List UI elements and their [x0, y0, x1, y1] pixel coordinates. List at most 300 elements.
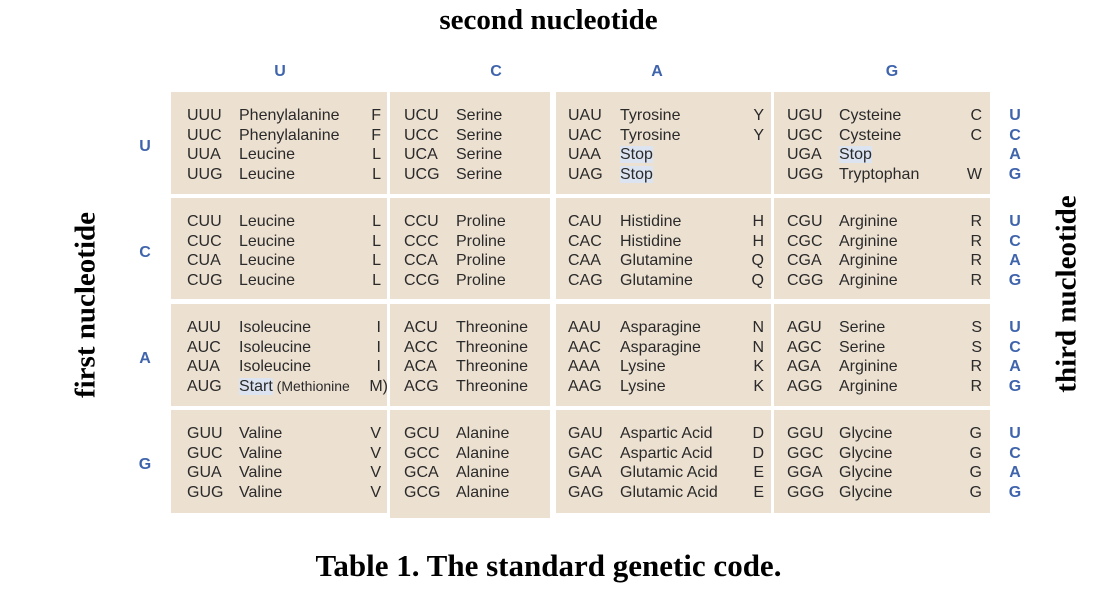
third-nucleotide-letter: A [1009, 464, 1021, 481]
amino-acid [620, 377, 666, 397]
codon: UGU [787, 107, 823, 124]
amino-acid-abbreviation: I [376, 319, 381, 336]
amino-acid-name: Glycine [839, 464, 893, 481]
amino-acid-name: Proline [456, 213, 506, 230]
amino-acid-name: Glutamic Acid [620, 483, 718, 501]
amino-acid-abbreviation: S [971, 319, 982, 336]
third-nucleotide-letter: G [1008, 377, 1022, 395]
codon: GGU [787, 425, 824, 442]
amino-acid-name: Stop [620, 146, 653, 163]
amino-acid [456, 106, 502, 126]
codon-row [404, 251, 544, 271]
amino-acid [839, 232, 898, 252]
codon: UCC [404, 126, 439, 144]
amino-acid-abbreviation: M) [369, 377, 388, 395]
amino-acid-name: Histidine [620, 213, 682, 230]
amino-acid-name: Leucine [239, 146, 296, 163]
amino-acid-abbreviation: D [752, 444, 764, 462]
codon: AAU [568, 319, 601, 336]
amino-acid [239, 483, 282, 503]
amino-acid-abbreviation: F [371, 126, 381, 144]
codon: AAA [568, 358, 601, 375]
amino-acid [839, 251, 898, 271]
amino-acid [620, 424, 712, 444]
third-nucleotide-letters [1006, 106, 1024, 184]
codon-row [187, 232, 381, 252]
codon-row [404, 165, 544, 185]
codon-row [787, 165, 982, 185]
amino-acid [239, 338, 311, 358]
amino-acid [839, 357, 898, 377]
codon: UGA [787, 146, 822, 163]
amino-acid [839, 106, 901, 126]
codon: ACG [404, 377, 439, 395]
amino-acid-name: Start [239, 377, 273, 395]
codon-row [568, 165, 766, 185]
amino-acid [456, 251, 506, 271]
third-nucleotide-letter: A [1009, 252, 1021, 269]
codon: AUG [187, 377, 222, 395]
codon-row [187, 318, 381, 338]
codon-row [187, 357, 381, 377]
amino-acid-name: Leucine [239, 213, 296, 230]
amino-acid-name: Cysteine [839, 126, 902, 144]
amino-acid-name: Alanine [456, 444, 510, 462]
amino-acid [839, 377, 898, 397]
amino-acid-abbreviation: V [370, 483, 381, 501]
amino-acid [239, 106, 340, 126]
amino-acid-name: Tyrosine [620, 107, 681, 124]
codon-row [404, 357, 544, 377]
codon: UAC [568, 126, 602, 144]
amino-acid-abbreviation: Y [753, 126, 764, 144]
codon-row [187, 106, 381, 126]
amino-acid-name: Asparagine [620, 338, 701, 356]
amino-acid [239, 212, 295, 232]
amino-acid-abbreviation: S [971, 338, 982, 356]
amino-acid [239, 251, 295, 271]
codon-row [568, 377, 764, 397]
amino-acid-name: Histidine [620, 232, 682, 250]
amino-acid-name: Alanine [456, 425, 510, 442]
codon: GGG [787, 483, 825, 501]
codon: GGA [787, 464, 823, 481]
third-nucleotide-letter: C [1009, 126, 1021, 144]
third-nucleotide-letters [1006, 212, 1024, 290]
row-header-a: A [139, 350, 151, 367]
codon-row [787, 251, 982, 271]
amino-acid-abbreviation: N [752, 319, 764, 336]
amino-acid [839, 424, 892, 444]
amino-acid-name: Tyrosine [620, 126, 681, 144]
amino-acid [620, 338, 701, 358]
amino-acid-name: Valine [239, 425, 283, 442]
codon-row [187, 463, 381, 483]
amino-acid-abbreviation: G [969, 444, 982, 462]
amino-acid-abbreviation: I [376, 338, 381, 356]
third-nucleotide-letter: C [1009, 338, 1021, 356]
row-header-c: C [139, 244, 151, 261]
amino-acid-name: Valine [239, 483, 283, 501]
amino-acid-abbreviation: K [753, 358, 764, 375]
amino-acid [839, 145, 872, 165]
amino-acid [239, 318, 311, 338]
amino-acid-name: Asparagine [620, 319, 701, 336]
third-nucleotide-letter: A [1009, 146, 1021, 163]
codon-row [787, 424, 982, 444]
amino-acid-name: Glutamine [620, 271, 693, 289]
codon-row [568, 232, 764, 252]
first-nucleotide-label: first nucleotide [69, 211, 102, 399]
codon: GAU [568, 425, 603, 442]
codon-row [187, 377, 388, 397]
amino-acid [620, 126, 680, 146]
third-nucleotide-letter: A [1009, 358, 1021, 375]
amino-acid-name: Stop [839, 146, 872, 163]
amino-acid [839, 212, 898, 232]
amino-acid-abbreviation: R [970, 377, 982, 395]
third-nucleotide-letter: C [1009, 232, 1021, 250]
amino-acid [456, 165, 502, 185]
amino-acid [620, 483, 718, 503]
codon-row [787, 106, 982, 126]
amino-acid [239, 271, 295, 291]
codon: GGC [787, 444, 824, 462]
codon-row [787, 318, 982, 338]
column-header-g: G [885, 63, 899, 80]
third-nucleotide-letter: C [1009, 444, 1021, 462]
amino-acid-name: Tryptophan [839, 165, 920, 183]
codon: UUG [187, 165, 223, 183]
amino-acid-name: Arginine [839, 377, 898, 395]
codon: AUA [187, 358, 220, 375]
amino-acid [239, 463, 282, 483]
codon: UUA [187, 146, 221, 163]
codon-row [787, 145, 984, 165]
amino-acid-abbreviation: F [371, 107, 381, 124]
amino-acid-name: Arginine [839, 232, 898, 250]
amino-acid-name: Lysine [620, 377, 666, 395]
third-nucleotide-letter: G [1008, 271, 1022, 289]
amino-acid [239, 145, 295, 165]
amino-acid-name: Leucine [239, 232, 296, 250]
codon: ACA [404, 358, 437, 375]
amino-acid [456, 232, 506, 252]
amino-acid-name: Glycine [839, 444, 893, 462]
codon: CAU [568, 213, 602, 230]
codon-row [787, 444, 982, 464]
amino-acid-name: Phenylalanine [239, 126, 340, 144]
amino-acid [839, 338, 885, 358]
amino-acid-name: Arginine [839, 252, 898, 269]
codon-row [187, 212, 381, 232]
third-nucleotide-label: third nucleotide [1050, 195, 1083, 393]
codon: CGG [787, 271, 824, 289]
amino-acid-abbreviation: G [969, 483, 982, 501]
amino-acid-name: Serine [839, 338, 886, 356]
amino-acid-name: Threonine [456, 319, 529, 336]
amino-acid [620, 444, 712, 464]
amino-acid [620, 145, 653, 165]
amino-acid-name: Proline [456, 232, 506, 250]
codon-row [404, 106, 544, 126]
amino-acid [620, 251, 693, 271]
codon: CGC [787, 232, 823, 250]
amino-acid [456, 271, 506, 291]
codon: CGA [787, 252, 822, 269]
codon-row [787, 377, 982, 397]
codon-row [404, 318, 544, 338]
amino-acid [239, 232, 295, 252]
amino-acid [839, 126, 901, 146]
codon: UCU [404, 107, 439, 124]
amino-acid-abbreviation: G [969, 464, 982, 481]
amino-acid [839, 444, 892, 464]
amino-acid [456, 444, 509, 464]
codon: CUC [187, 232, 222, 250]
amino-acid [456, 377, 528, 397]
codon-row [404, 338, 544, 358]
amino-acid [620, 212, 681, 232]
codon-row [568, 126, 764, 146]
amino-acid [839, 483, 892, 503]
codon: CGU [787, 213, 823, 230]
amino-acid [239, 377, 350, 397]
codon: CUG [187, 271, 223, 289]
amino-acid-abbreviation: R [970, 271, 982, 289]
amino-acid [620, 318, 701, 338]
codon-row [787, 357, 982, 377]
amino-acid-name: Phenylalanine [239, 107, 340, 124]
amino-acid-name: Threonine [456, 377, 529, 395]
codon: AAG [568, 377, 602, 395]
codon: GCC [404, 444, 440, 462]
codon-row [568, 271, 764, 291]
amino-acid-abbreviation: R [970, 358, 982, 375]
codon: GUC [187, 444, 223, 462]
codon-row [404, 126, 544, 146]
codon-row [404, 483, 544, 503]
amino-acid-name: Cysteine [839, 107, 902, 124]
codon-row [568, 212, 764, 232]
codon: UCG [404, 165, 440, 183]
amino-acid [620, 106, 680, 126]
amino-acid [456, 126, 502, 146]
codon-row [187, 165, 381, 185]
amino-acid-name: Lysine [620, 358, 666, 375]
codon: UUC [187, 126, 222, 144]
codon-row [187, 483, 381, 503]
codon: CCC [404, 232, 439, 250]
amino-acid [239, 444, 282, 464]
codon-row [568, 338, 764, 358]
amino-acid [456, 212, 506, 232]
third-nucleotide-letter: G [1008, 165, 1022, 183]
amino-acid-name: Isoleucine [239, 338, 312, 356]
codon: ACC [404, 338, 438, 356]
third-nucleotide-letter: U [1009, 319, 1021, 336]
amino-acid [239, 126, 340, 146]
amino-acid-abbreviation: L [372, 165, 381, 183]
amino-acid-name: Serine [456, 165, 503, 183]
amino-acid-name: Serine [456, 126, 503, 144]
codon-row [568, 106, 764, 126]
amino-acid-abbreviation: R [970, 252, 982, 269]
amino-acid-name: Glycine [839, 425, 893, 442]
codon-row [404, 444, 544, 464]
row-header-g: G [138, 456, 152, 473]
amino-acid-name: Aspartic Acid [620, 444, 713, 462]
amino-acid [620, 271, 693, 291]
codon-row [568, 463, 764, 483]
amino-acid-abbreviation: C [970, 126, 982, 144]
amino-acid [456, 318, 528, 338]
amino-acid-name: Leucine [239, 165, 296, 183]
codon: GCG [404, 483, 441, 501]
codon: GAA [568, 464, 602, 481]
amino-acid [456, 338, 528, 358]
codon: AGU [787, 319, 822, 336]
codon-row [187, 126, 381, 146]
amino-acid-name: Glutamic Acid [620, 464, 718, 481]
third-nucleotide-letters [1006, 318, 1024, 396]
codon: UGC [787, 126, 823, 144]
amino-acid-abbreviation: L [372, 213, 381, 230]
amino-acid-name: Arginine [839, 358, 898, 375]
codon: CAC [568, 232, 602, 250]
codon: UCA [404, 146, 438, 163]
codon: UAA [568, 146, 601, 163]
codon: GCU [404, 425, 440, 442]
amino-acid-name: Valine [239, 464, 283, 481]
codon: UAG [568, 165, 603, 183]
codon: AAC [568, 338, 601, 356]
codon-row [187, 145, 381, 165]
amino-acid [239, 424, 282, 444]
column-header-u: U [274, 63, 286, 80]
codon-row [787, 338, 982, 358]
codon-row [568, 145, 766, 165]
codon-row [787, 483, 982, 503]
amino-acid [456, 424, 509, 444]
amino-acid [620, 463, 718, 483]
amino-acid-abbreviation: V [370, 464, 381, 481]
amino-acid-name: Glycine [839, 483, 893, 501]
codon-row [404, 271, 544, 291]
amino-acid-name: Aspartic Acid [620, 425, 713, 442]
codon-row [568, 251, 764, 271]
codon-row [568, 357, 764, 377]
amino-acid-name: Stop [620, 165, 653, 183]
amino-acid [839, 165, 919, 185]
third-nucleotide-letters [1006, 424, 1024, 502]
codon: CUU [187, 213, 222, 230]
codon: CUA [187, 252, 221, 269]
amino-acid [239, 357, 311, 377]
amino-acid [839, 318, 885, 338]
amino-acid-name: Proline [456, 271, 506, 289]
row-header-u: U [139, 138, 151, 155]
codon-row [187, 444, 381, 464]
codon: AGC [787, 338, 822, 356]
codon-row [787, 212, 982, 232]
column-header-a: A [651, 63, 663, 80]
codon: CCG [404, 271, 440, 289]
codon-row [187, 424, 381, 444]
amino-acid [620, 165, 653, 185]
codon-row [568, 424, 764, 444]
codon: GCA [404, 464, 439, 481]
codon: AUU [187, 319, 221, 336]
codon-row [787, 271, 982, 291]
amino-acid [620, 232, 681, 252]
amino-acid [456, 145, 502, 165]
amino-acid-name: Serine [839, 319, 886, 336]
amino-acid-abbreviation: N [752, 338, 764, 356]
amino-acid-abbreviation: H [752, 213, 764, 230]
codon: AUC [187, 338, 221, 356]
amino-acid-name: Alanine [456, 483, 510, 501]
codon-row [404, 145, 544, 165]
codon-row [568, 444, 764, 464]
codon-row [404, 424, 544, 444]
codon: AGG [787, 377, 823, 395]
amino-acid-abbreviation: L [372, 252, 381, 269]
codon: GAG [568, 483, 604, 501]
amino-acid-name: Leucine [239, 271, 296, 289]
amino-acid [456, 357, 528, 377]
amino-acid-abbreviation: Q [751, 252, 764, 269]
codon-row [568, 318, 764, 338]
amino-acid-abbreviation: W [966, 165, 982, 183]
codon-row [787, 463, 982, 483]
start-suffix: (Methionine [272, 377, 350, 394]
amino-acid-abbreviation: L [372, 146, 381, 163]
codon-row [187, 338, 381, 358]
amino-acid-name: Threonine [456, 358, 529, 375]
codon-row [787, 232, 982, 252]
codon: ACU [404, 319, 438, 336]
amino-acid-name: Glutamine [620, 252, 693, 269]
third-nucleotide-letter: U [1009, 425, 1021, 442]
amino-acid [620, 357, 666, 377]
amino-acid-name: Isoleucine [239, 358, 312, 375]
third-nucleotide-letter: G [1008, 483, 1022, 501]
codon: CAG [568, 271, 603, 289]
amino-acid-abbreviation: E [753, 464, 764, 481]
third-nucleotide-letter: U [1009, 107, 1021, 124]
codon: GUG [187, 483, 224, 501]
codon-row [404, 377, 544, 397]
amino-acid-abbreviation: K [753, 377, 764, 395]
amino-acid [239, 165, 295, 185]
codon-row [187, 271, 381, 291]
amino-acid-abbreviation: V [370, 425, 381, 442]
codon-row [404, 463, 544, 483]
amino-acid-name: Arginine [839, 213, 898, 230]
codon: UGG [787, 165, 824, 183]
codon-row [568, 483, 764, 503]
codon: GAC [568, 444, 603, 462]
codon-row [404, 212, 544, 232]
third-nucleotide-letter: U [1009, 213, 1021, 230]
codon: UUU [187, 107, 222, 124]
amino-acid-name: Isoleucine [239, 319, 312, 336]
amino-acid-abbreviation: Q [751, 271, 764, 289]
amino-acid-abbreviation: L [372, 232, 381, 250]
amino-acid-name: Threonine [456, 338, 529, 356]
amino-acid-abbreviation: V [370, 444, 381, 462]
